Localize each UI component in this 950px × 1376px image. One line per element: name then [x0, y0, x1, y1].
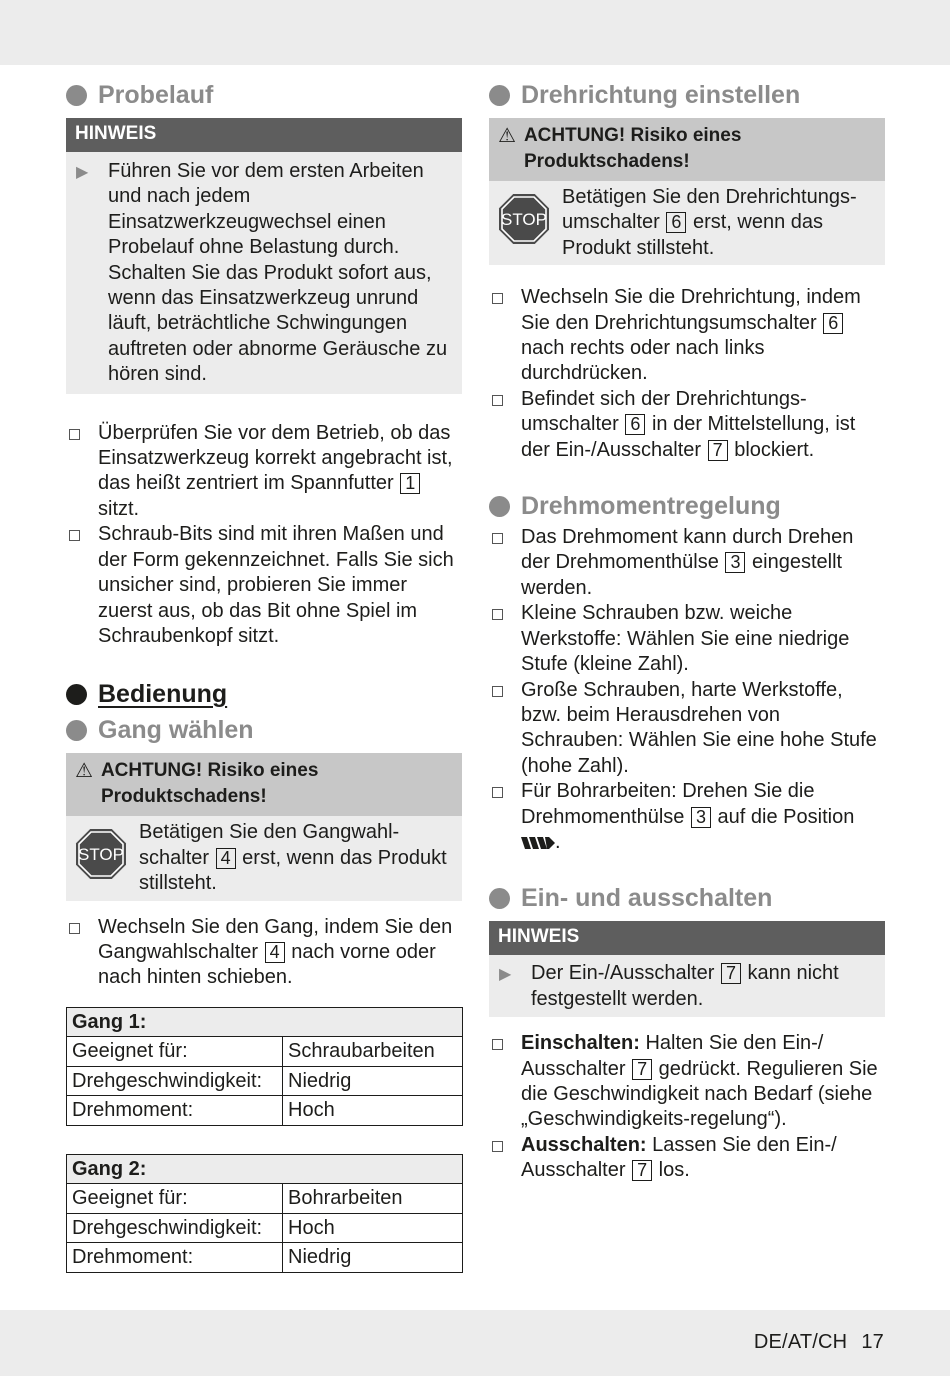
section-heading-drehmoment — [489, 489, 885, 523]
checkbox-square-icon — [489, 285, 521, 387]
list-item — [66, 522, 462, 649]
warning-text: Betätigen Sie den Gangwahl-schalter — [139, 821, 400, 869]
list-item — [66, 915, 462, 991]
table-row — [67, 1184, 463, 1214]
warning-triangle-icon: ⚠ — [75, 760, 93, 783]
part-number-badge: 1 — [400, 473, 420, 494]
warning-text: Betätigen Sie den Drehrichtungs-umschalter — [562, 186, 857, 234]
part-number-badge: 6 — [666, 212, 686, 233]
item-text: Das Drehmoment kann durch Drehen der Drehmomenthülse — [521, 526, 854, 574]
region-label: DE/AT/CH — [753, 1331, 848, 1353]
table-row — [67, 1213, 463, 1243]
item-text: Wechseln Sie die Drehrichtung, indem Sie den Drehrichtungsumschalter — [521, 286, 861, 334]
section-title: Drehrichtung einstellen — [521, 80, 801, 109]
section-title: Ein- und ausschalten — [521, 883, 773, 912]
hinweis-label: HINWEIS — [66, 118, 462, 152]
part-number-badge: 7 — [708, 440, 728, 461]
part-number-badge: 3 — [691, 807, 711, 828]
table-row — [67, 1243, 463, 1273]
list-item — [489, 779, 885, 855]
table-cell: Drehmoment: — [67, 1243, 283, 1273]
section-title: Gang wählen — [98, 715, 254, 744]
hinweis-text: Der Ein-/Ausschalter — [531, 962, 715, 985]
item-text: nach rechts oder nach links durchdrücken. — [521, 337, 765, 385]
stop-sign-icon — [498, 193, 550, 245]
list-item — [489, 1133, 885, 1184]
warning-label: ACHTUNG! Risiko eines Produktschadens! — [523, 125, 742, 172]
bullet-dot-icon — [489, 496, 510, 517]
table-cell: Schraubarbeiten — [283, 1037, 463, 1067]
section-title: Bedienung — [98, 679, 228, 708]
section-title: Drehmomentregelung — [521, 491, 781, 520]
top-band — [0, 0, 950, 65]
part-number-badge: 6 — [823, 313, 843, 334]
section-heading-gang — [66, 713, 462, 747]
section-heading-bedienung — [66, 677, 462, 711]
table-cell: Niedrig — [283, 1243, 463, 1273]
checkbox-square-icon — [489, 678, 521, 780]
part-number-badge: 4 — [265, 942, 285, 963]
page-footer — [754, 1331, 884, 1354]
hinweis-box — [489, 921, 885, 1017]
left-column — [66, 78, 462, 1301]
item-text: Schraub-Bits sind mit ihren Maßen und der Form gekennzeichnet. Falls Sie sich unsicher sind, probieren Sie immer zuerst aus, ob das Bit ohne Spiel im Schraubenkopf sitzt. — [98, 523, 454, 647]
list-item — [489, 285, 885, 387]
bullet-dot-icon — [66, 85, 87, 106]
part-number-badge: 7 — [632, 1059, 652, 1080]
list-item — [489, 601, 885, 677]
gang-2-table — [66, 1154, 463, 1273]
item-text: Überprüfen Sie vor dem Betrieb, ob das Einsatzwerkzeug korrekt angebracht ist, das heißt zentriert im Spannfutter — [98, 421, 453, 495]
part-number-badge: 7 — [721, 963, 741, 984]
probelauf-list — [66, 421, 462, 650]
table-cell: Hoch — [283, 1213, 463, 1243]
part-number-badge: 3 — [725, 552, 745, 573]
right-column — [489, 78, 885, 1206]
item-text: Lassen Sie den Ein-/ Ausschalter — [521, 1133, 837, 1182]
table-row — [67, 1066, 463, 1096]
checkbox-square-icon — [489, 601, 521, 677]
arrow-right-icon: ▶ — [76, 164, 89, 181]
item-text: . — [555, 830, 561, 853]
list-item — [489, 525, 885, 601]
item-text: eingestellt werden. — [521, 551, 843, 599]
checkbox-square-icon — [489, 525, 521, 601]
list-item — [489, 1031, 885, 1133]
section-heading-probelauf — [66, 78, 462, 112]
warning-box — [66, 753, 462, 900]
page-number: 17 — [861, 1331, 884, 1353]
section-title: Probelauf — [98, 80, 214, 109]
list-item — [489, 678, 885, 780]
table-cell: Geeignet für: — [67, 1037, 283, 1067]
table-row — [67, 1037, 463, 1067]
list-item — [489, 387, 885, 463]
hinweis-text: kann nicht festgestellt werden. — [531, 962, 839, 1010]
checkbox-square-icon — [489, 1031, 521, 1133]
checkbox-square-icon — [66, 421, 98, 523]
part-number-badge: 6 — [625, 414, 645, 435]
item-text: in der Mittelstellung, ist der Ein-/Ausschalter — [521, 413, 856, 461]
arrow-right-icon: ▶ — [499, 966, 512, 984]
table-head: Gang 1: — [67, 1007, 463, 1037]
list-item — [66, 421, 462, 523]
checkbox-square-icon — [489, 387, 521, 463]
hinweis-box — [66, 118, 462, 394]
item-text: Kleine Schrauben bzw. weiche Werkstoffe: Wählen Sie eine niedrige Stufe (kleine Zahl). — [521, 602, 850, 676]
item-text: los. — [653, 1159, 690, 1182]
bullet-dot-icon — [66, 720, 87, 741]
table-row — [67, 1096, 463, 1126]
table-cell: Bohrarbeiten — [283, 1184, 463, 1214]
item-text: nach vorne oder nach hinten schieben. — [98, 940, 436, 989]
checkbox-square-icon — [489, 1133, 521, 1184]
checkbox-square-icon — [66, 915, 98, 991]
gang-1-table — [66, 1007, 463, 1126]
item-text: Halten Sie den Ein-/ Ausschalter — [521, 1032, 824, 1080]
gang-list — [66, 915, 462, 991]
table-cell: Drehgeschwindigkeit: — [67, 1213, 283, 1243]
item-text: blockiert. — [728, 438, 815, 461]
drehrichtung-list — [489, 285, 885, 463]
warning-text: erst, wenn das Produkt stillsteht. — [139, 846, 447, 895]
table-cell: Geeignet für: — [67, 1184, 283, 1214]
item-text: Wechseln Sie den Gang, indem Sie den Gangwahlschalter — [98, 915, 453, 963]
item-bold-label: Einschalten: — [521, 1032, 640, 1055]
hinweis-label: HINWEIS — [489, 921, 885, 955]
item-text: sitzt. — [98, 497, 140, 520]
bullet-dot-icon — [489, 888, 510, 909]
table-cell: Hoch — [283, 1096, 463, 1126]
svg-text:STOP: STOP — [501, 210, 547, 229]
stop-sign-icon — [75, 828, 127, 880]
hinweis-text: Führen Sie vor dem ersten Arbeiten und nach jedem Einsatzwerkzeugwechsel einen Probelauf ohne Belastung durch. Schalten Sie das Produkt sofort aus, wenn das Einsatzwerkzeug unrund läuft, beträchtliche Schwingungen auftreten oder abnorme Geräusche zu hören sind. — [108, 160, 448, 386]
table-head: Gang 2: — [67, 1154, 463, 1184]
part-number-badge: 7 — [632, 1160, 652, 1181]
bullet-dot-icon — [489, 85, 510, 106]
item-text: Große Schrauben, harte Werkstoffe, bzw. beim Herausdrehen von Schrauben: Wählen Sie eine hohe Stufe (hohe Zahl). — [521, 678, 877, 777]
table-cell: Drehmoment: — [67, 1096, 283, 1126]
item-text: auf die Position — [712, 805, 855, 828]
warning-label: ACHTUNG! Risiko eines Produktschadens! — [100, 760, 319, 808]
section-heading-einaus — [489, 881, 885, 915]
warning-text: erst, wenn das Produkt stillsteht. — [562, 211, 824, 259]
drill-symbol-icon — [521, 837, 555, 849]
item-text: gedrückt. Regulieren Sie die Geschwindigkeit nach Bedarf (siehe „Geschwindigkeits-regelung“). — [521, 1057, 878, 1131]
svg-text:STOP: STOP — [78, 845, 124, 865]
item-bold-label: Ausschalten: — [521, 1133, 647, 1156]
table-cell: Niedrig — [283, 1066, 463, 1096]
warning-box — [489, 118, 885, 265]
section-heading-drehrichtung — [489, 78, 885, 112]
warning-triangle-icon: ⚠ — [498, 125, 516, 147]
checkbox-square-icon — [489, 779, 521, 855]
bullet-dot-icon — [66, 684, 87, 705]
item-text: Für Bohrarbeiten: Drehen Sie die Drehmomenthülse — [521, 780, 815, 828]
item-text: Befindet sich der Drehrichtungs-umschalter — [521, 387, 807, 436]
drehmoment-list — [489, 525, 885, 855]
einaus-list — [489, 1031, 885, 1183]
table-cell: Drehgeschwindigkeit: — [67, 1066, 283, 1096]
checkbox-square-icon — [66, 522, 98, 649]
part-number-badge: 4 — [216, 848, 236, 869]
